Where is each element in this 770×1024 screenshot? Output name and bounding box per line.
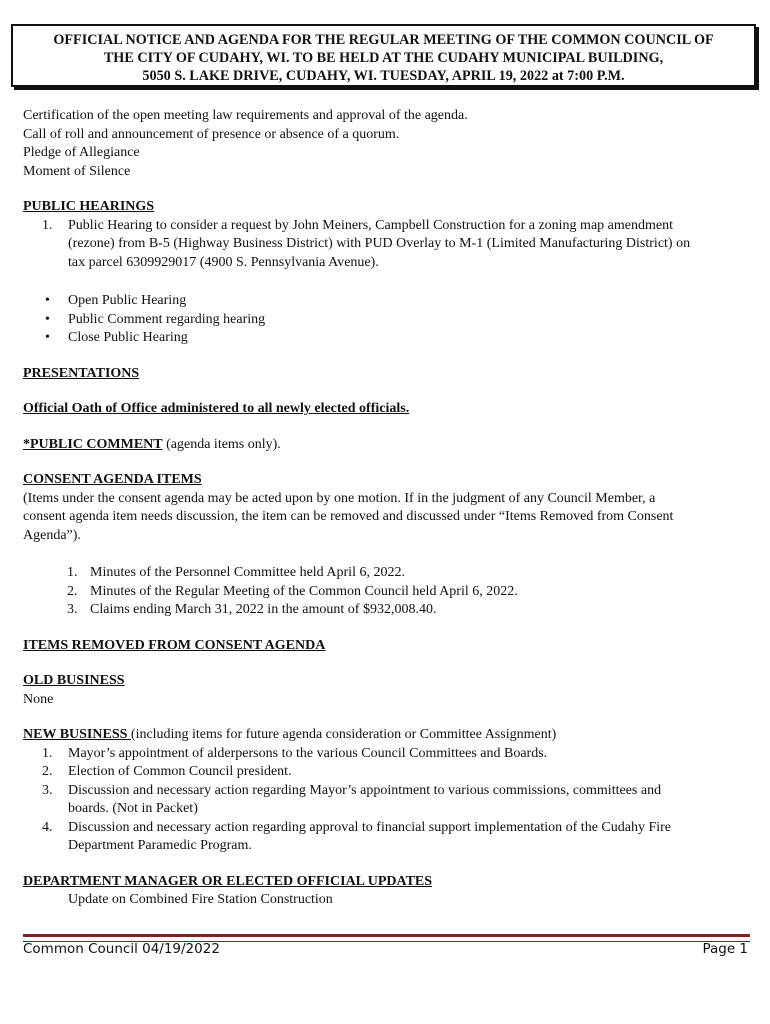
page-footer	[23, 941, 748, 957]
title-line-3: 5050 S. LAKE DRIVE, CUDAHY, WI. TUESDAY, APRIL 19, 2022 at 7:00 P.M.	[142, 68, 625, 84]
agenda-body	[23, 107, 751, 910]
item-text-line: Election of Common Council president.	[68, 764, 292, 779]
footer-meeting-label: Common Council 04/19/2022	[23, 941, 220, 957]
new-business-note: (including items for future agenda consideration or Committee Assignment)	[130, 727, 557, 742]
consent-desc-line: (Items under the consent agenda may be acted upon by one motion. If in the judgment of any Council Member, a	[23, 490, 656, 506]
item-text-line: Discussion and necessary action regarding Mayor’s appointment to various commissions, committees and	[68, 782, 662, 798]
bullet-icon: •	[45, 330, 50, 345]
list-item	[23, 745, 751, 764]
list-item	[23, 217, 751, 273]
item-number: 1.	[42, 217, 53, 233]
bullet-text: Close Public Hearing	[68, 330, 188, 345]
public-hearings-heading: PUBLIC HEARINGS	[23, 199, 155, 214]
list-item	[23, 583, 751, 602]
list-item	[23, 564, 751, 583]
list-item	[23, 763, 751, 782]
opening-item: Certification of the open meeting law requirements and approval of the agenda.	[23, 108, 468, 123]
bullet-text: Open Public Hearing	[68, 293, 187, 308]
updates-text: Update on Combined Fire Station Construction	[68, 892, 333, 907]
old-business-heading: OLD BUSINESS	[23, 673, 125, 688]
page-number: Page 1	[702, 941, 748, 957]
opening-item: Call of roll and announcement of presence or absence of a quorum.	[23, 126, 400, 142]
item-text-line: Mayor’s appointment of alderpersons to the various Council Committees and Boards.	[68, 745, 548, 761]
item-text-line: boards. (Not in Packet)	[68, 801, 198, 816]
items-removed-heading: ITEMS REMOVED FROM CONSENT AGENDA	[23, 637, 326, 653]
item-number: 2.	[67, 583, 78, 599]
opening-item: Moment of Silence	[23, 163, 131, 179]
bullet-text: Public Comment regarding hearing	[68, 311, 266, 327]
title-line-1: OFFICIAL NOTICE AND AGENDA FOR THE REGULAR MEETING OF THE COMMON COUNCIL OF	[53, 32, 714, 48]
old-business-text: None	[23, 691, 54, 707]
item-number: 4.	[42, 819, 53, 835]
new-business-list	[23, 745, 751, 856]
bullet-icon: •	[45, 293, 50, 308]
item-text-line: Public Hearing to consider a request by John Meiners, Campbell Construction for a zoning map amendment	[68, 217, 673, 233]
consent-desc-line: consent agenda item needs discussion, the item can be removed and discussed under “Items Removed from Consent	[23, 509, 674, 524]
item-text: Minutes of the Regular Meeting of the Common Council held April 6, 2022.	[90, 583, 518, 599]
item-text: Minutes of the Personnel Committee held April 6, 2022.	[90, 565, 405, 580]
agenda-title-box	[11, 24, 756, 87]
opening-item: Pledge of Allegiance	[23, 145, 140, 160]
item-number: 3.	[67, 602, 78, 617]
item-text-line: tax parcel 6309929017 (4900 S. Pennsylvania Avenue).	[68, 254, 379, 270]
consent-items-list	[23, 564, 751, 620]
item-text-line: Discussion and necessary action regarding approval to financial support implementation of the Cudahy Fire	[68, 819, 672, 835]
list-item	[23, 601, 751, 620]
public-comment-heading: *PUBLIC COMMENT	[23, 436, 163, 452]
hearing-steps-list	[23, 292, 751, 348]
list-item	[23, 329, 751, 348]
public-comment-note: (agenda items only).	[162, 436, 281, 452]
consent-desc-line: Agenda”).	[23, 527, 81, 543]
item-number: 2.	[42, 764, 53, 779]
oath-heading: Official Oath of Office administered to all newly elected officials.	[23, 401, 410, 416]
item-number: 1.	[42, 745, 53, 761]
item-number: 1.	[67, 565, 78, 580]
public-comment-line	[23, 436, 751, 455]
updates-heading: DEPARTMENT MANAGER OR ELECTED OFFICIAL UPDATES	[23, 873, 433, 889]
list-item	[23, 782, 751, 819]
public-hearings-list	[23, 217, 751, 273]
new-business-line	[23, 726, 751, 745]
item-text: Claims ending March 31, 2022 in the amount of $932,008.40.	[90, 602, 437, 617]
list-item	[23, 819, 751, 856]
list-item	[23, 311, 751, 330]
consent-heading: CONSENT AGENDA ITEMS	[23, 472, 202, 487]
new-business-heading: NEW BUSINESS	[23, 727, 131, 742]
presentations-heading: PRESENTATIONS	[23, 365, 140, 381]
item-number: 3.	[42, 782, 53, 798]
item-text-line: Department Paramedic Program.	[68, 838, 252, 853]
list-item	[23, 292, 751, 311]
title-line-2: THE CITY OF CUDAHY, WI. TO BE HELD AT THE CUDAHY MUNICIPAL BUILDING,	[103, 50, 664, 66]
bullet-icon: •	[45, 311, 50, 327]
item-text-line: (rezone) from B-5 (Highway Business District) with PUD Overlay to M-1 (Limited Manufacturing District) on	[68, 236, 691, 251]
